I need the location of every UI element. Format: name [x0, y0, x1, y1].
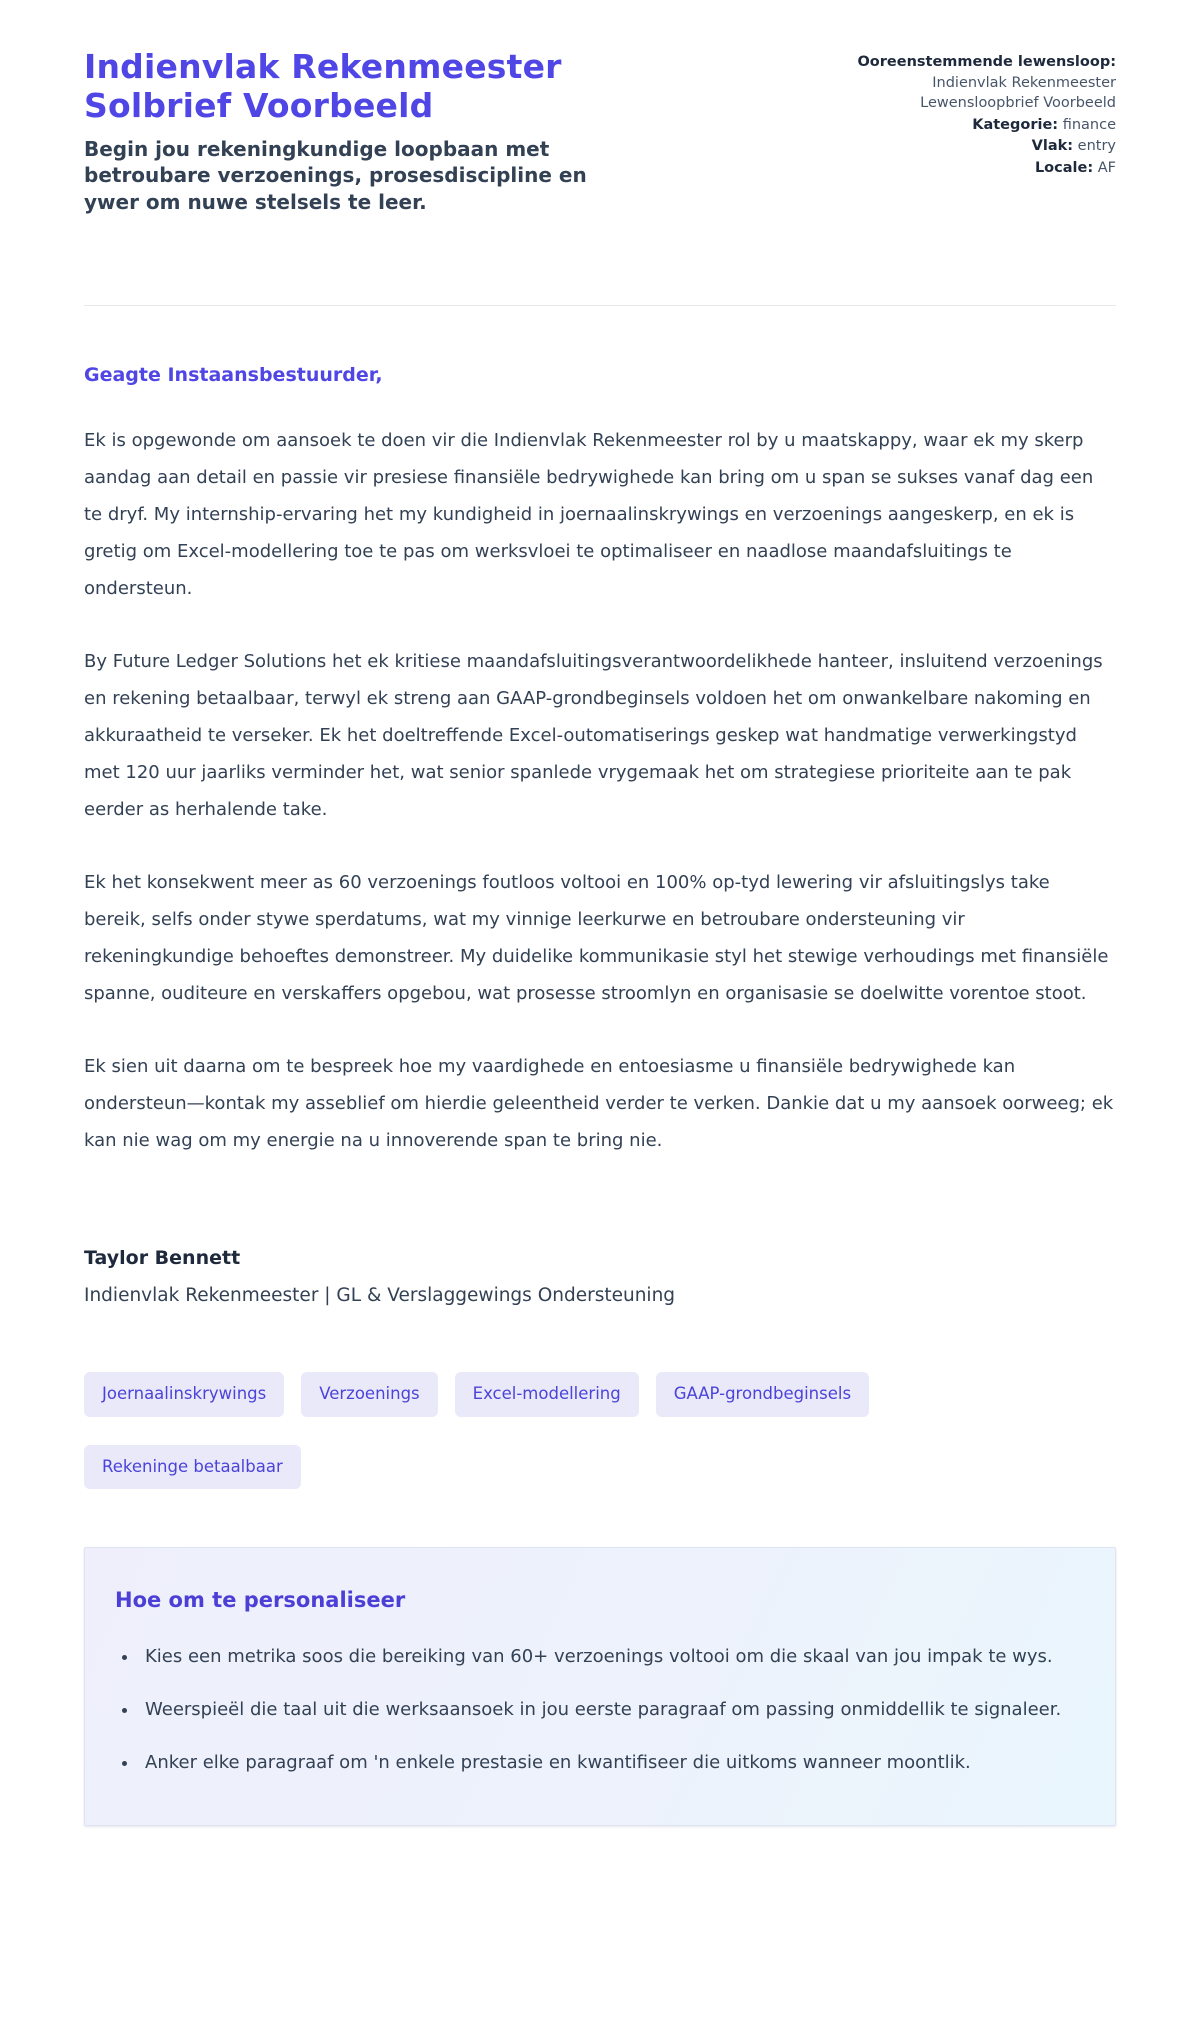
tips-title: Hoe om te personaliseer — [115, 1588, 406, 1613]
skill-tags — [84, 1372, 984, 1489]
meta-value: Indienvlak Rekenmeester Lewensloopbrief Voorbeeld — [920, 74, 1116, 112]
meta-label: Kategorie: — [972, 116, 1059, 133]
letter-body — [84, 364, 1116, 1306]
meta-row-level — [834, 136, 1116, 157]
signature-role: Indienvlak Rekenmeester | GL & Verslaggewings Ondersteuning — [84, 1285, 676, 1307]
tip-item: • Anker elke paragraaf om 'n enkele prestasie en kwantifiseer die uitkoms wanneer moontlik. — [139, 1744, 1085, 1781]
header — [84, 48, 1116, 215]
skill-tag: GAAP-grondbeginsels — [656, 1372, 869, 1417]
personalization-tips-callout — [84, 1547, 1116, 1826]
tip-item: • Weerspieël die taal uit die werksaansoek in jou eerste paragraaf om passing onmiddellik te signaleer. — [139, 1691, 1085, 1728]
letter-paragraph: Ek sien uit daarna om te bespreek hoe my vaardighede en entoesiasme u finansiële bedrywighede kan ondersteun—kontak my asseblief om hierdie geleentheid verder te verken. Dankie dat u my aansoek oorweeg; ek kan nie wag om my energie na u innoverende span te bring nie. — [84, 1056, 1114, 1152]
signature-block — [84, 1247, 1116, 1306]
resume-meta — [834, 48, 1116, 179]
skill-tag: Joernaalinskrywings — [84, 1372, 284, 1417]
letter-paragraph: Ek het konsekwent meer as 60 verzoenings foutloos voltooi en 100% op-tyd lewering vir afsluitingslys take bereik, selfs onder stywe sperdatums, wat my vinnige leerkurwe en betroubare ondersteuning vir rekeningkundige behoeftes demonstreer. My duidelike kommunikasie styl het stewige verhoudings met finansiële spanne, ouditeure en verskaffers opgebou, wat prosesse stroomlyn en organisasie se doelwitte vorentoe stoot. — [84, 872, 1109, 1005]
skill-tag: Verzoenings — [301, 1372, 437, 1417]
meta-row-category — [834, 115, 1116, 136]
header-title-block — [84, 48, 684, 215]
signature-name: Taylor Bennett — [84, 1247, 241, 1270]
letter-greeting: Geagte Instaansbestuurder, — [84, 364, 383, 387]
meta-label: Ooreenstemmende lewensloop: — [857, 54, 1116, 70]
header-divider — [84, 305, 1116, 306]
meta-value: finance — [1062, 116, 1116, 133]
page-subtitle: Begin jou rekeningkundige loopbaan met betroubare verzoenings, prosesdiscipline en ywer om nuwe stelsels te leer. — [84, 136, 587, 214]
content-container — [84, 0, 1116, 1826]
skill-tag: Excel-modellering — [455, 1372, 639, 1417]
tips-list — [115, 1638, 1085, 1781]
meta-value: entry — [1077, 138, 1116, 155]
meta-row-locale — [834, 158, 1116, 179]
letter-paragraph: Ek is opgewonde om aansoek te doen vir die Indienvlak Rekenmeester rol by u maatskappy, waar ek my skerp aandag aan detail en passie vir presiese finansiële bedrywighede kan bring om u span se sukses vanaf dag een te dryf. My internship-ervaring het my kundigheid in joernaalinskrywings en verzoenings aangeskerp, en ek is gretig om Excel-modellering toe te pas om werksvloei te optimaliseer en naadlose maandafsluitings te ondersteun. — [84, 430, 1094, 600]
skill-tag: Rekeninge betaalbaar — [84, 1445, 301, 1490]
meta-row-matching-resume — [834, 52, 1116, 114]
letter-paragraph: By Future Ledger Solutions het ek kritiese maandafsluitingsverantwoordelikhede hanteer, insluitend verzoenings en rekening betaalbaar, terwyl ek streng aan GAAP-grondbeginsels voldoen het om onwankelbare nakoming en akkuraatheid te verseker. Ek het doeltreffende Excel-outomatiserings geskep wat handmatige verwerkingstyd met 120 uur jaarliks verminder het, wat senior spanlede vrygemaak het om strategiese prioriteite aan te pak eerder as herhalende take. — [84, 651, 1103, 821]
meta-label: Vlak: — [1031, 138, 1074, 155]
meta-value: AF — [1097, 159, 1116, 176]
tip-item: • Kies een metrika soos die bereiking van 60+ verzoenings voltooi om die skaal van jou impak te wys. — [139, 1638, 1085, 1675]
page-title: Indienvlak Rekenmeester Solbrief Voorbeeld — [84, 47, 562, 125]
meta-label: Locale: — [1034, 159, 1094, 176]
